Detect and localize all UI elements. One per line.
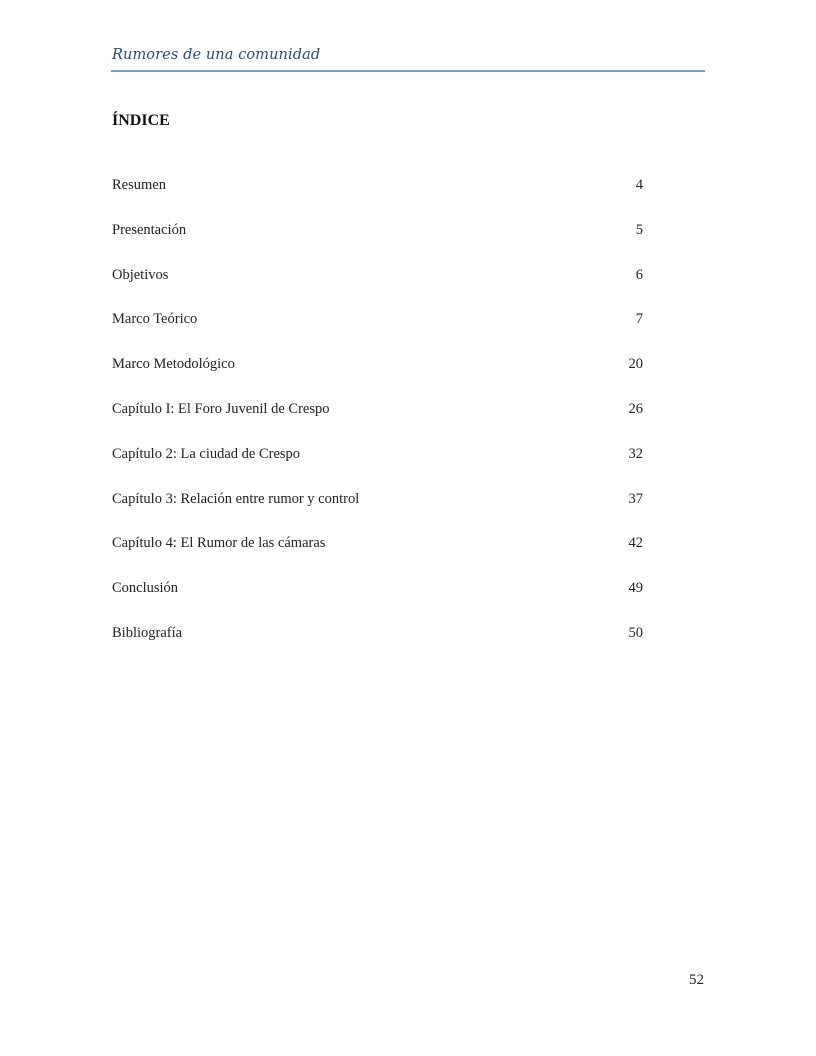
toc-entry-page: 32 <box>628 445 643 462</box>
toc-entry-page: 6 <box>635 266 643 283</box>
toc-entry-page: 7 <box>635 311 643 328</box>
toc-title: ÍNDICE <box>112 112 170 129</box>
toc-entry-label: Conclusión <box>112 580 179 597</box>
toc-entry-page: 26 <box>628 400 643 417</box>
toc-entry-label: Bibliografía <box>112 624 183 641</box>
running-header-title: Rumores de una comunidad <box>112 47 321 63</box>
toc-entry <box>112 177 643 222</box>
toc-entry <box>112 625 643 670</box>
toc-entry-page: 42 <box>628 535 643 552</box>
toc-entry-label: Marco Metodológico <box>112 356 235 373</box>
toc-entry-label: Marco Teórico <box>112 311 198 328</box>
toc-entry-label: Objetivos <box>112 266 169 283</box>
toc-entry <box>112 491 643 536</box>
toc-entry-label: Capítulo 2: La ciudad de Crespo <box>112 445 301 462</box>
toc-entry-label: Capítulo 3: Relación entre rumor y control <box>112 490 360 507</box>
toc-entry-page: 4 <box>635 177 643 193</box>
toc-entry <box>112 401 643 446</box>
header-divider <box>111 70 705 72</box>
toc-entry-page: 5 <box>635 221 643 238</box>
toc-entry-page: 20 <box>628 356 643 373</box>
toc-entry-page: 50 <box>628 624 643 641</box>
page-number: 52 <box>689 972 704 988</box>
toc-list <box>112 177 643 670</box>
toc-entry-label: Presentación <box>112 221 187 238</box>
toc-entry <box>112 580 643 625</box>
toc-entry <box>112 446 643 491</box>
toc-entry <box>112 311 643 356</box>
toc-entry-label: Resumen <box>112 177 166 193</box>
toc-entry-page: 49 <box>628 580 643 597</box>
toc-entry-label: Capítulo I: El Foro Juvenil de Crespo <box>112 400 330 417</box>
toc-entry-label: Capítulo 4: El Rumor de las cámaras <box>112 535 326 552</box>
toc-entry <box>112 267 643 312</box>
toc-entry-page: 37 <box>628 490 643 507</box>
toc-entry <box>112 222 643 267</box>
toc-entry <box>112 535 643 580</box>
toc-entry <box>112 356 643 401</box>
